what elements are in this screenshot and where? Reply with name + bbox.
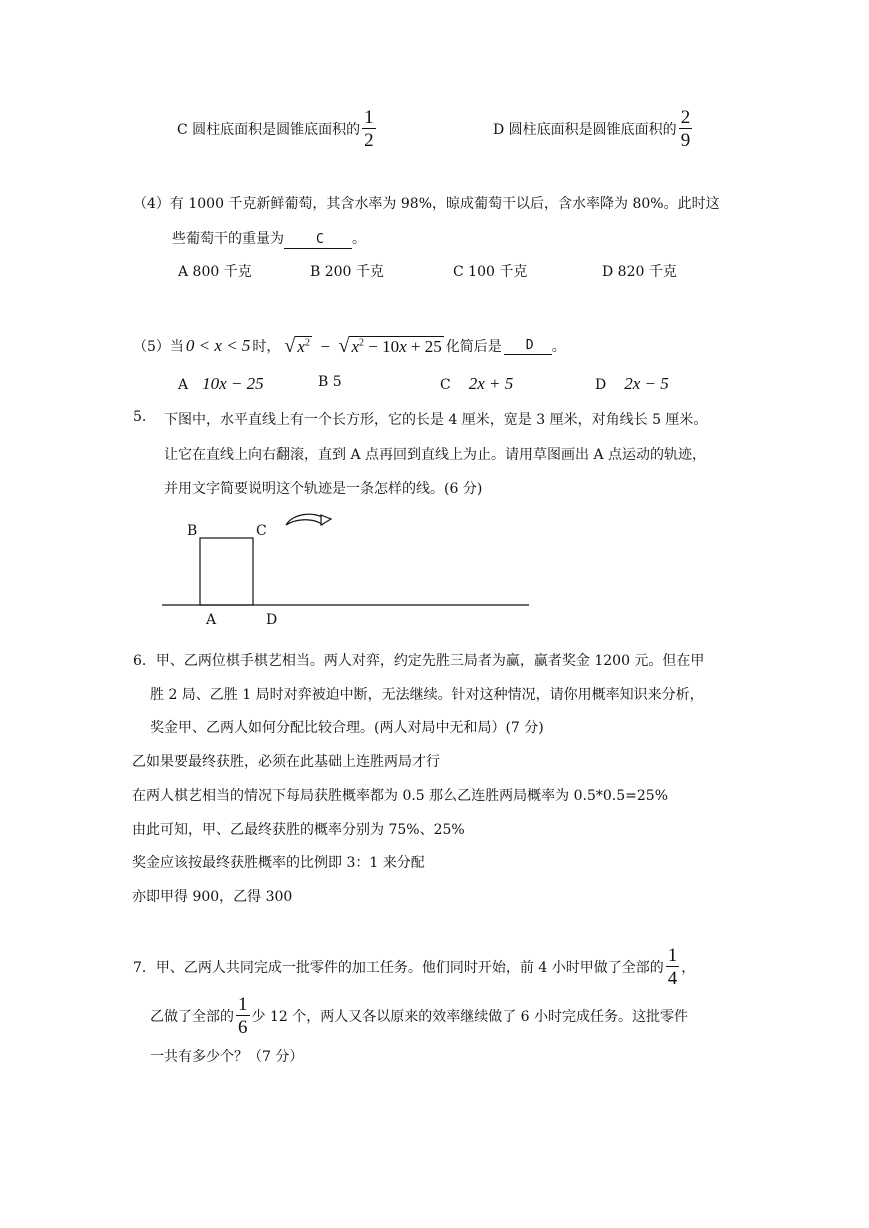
problem7-line2: 乙做了全部的 $\frac{1}{6}$ 少 12 个，两人又各以原来的效率继续做了 6 小时完成任务。这批零件: [150, 994, 689, 1038]
q5-radical-expression: √ $x^2$ − √ $x^2 - 10x + 25$: [284, 334, 442, 357]
label-c: C: [256, 523, 267, 539]
q4-option-c: C 100 千克: [453, 264, 528, 280]
q5-answer-blank: D: [504, 338, 552, 355]
problem7-fraction-1: $\frac{1}{4}$: [667, 945, 678, 989]
label-b: B: [187, 523, 198, 539]
q5-option-b: B 5: [318, 374, 342, 390]
problem6-line1: 6．甲、乙两位棋手棋艺相当。两人对弈，约定先胜三局者为赢，赢者奖金 1200 元。但在甲: [133, 653, 705, 669]
problem6-answer-5: 亦即甲得 900，乙得 300: [132, 889, 293, 905]
problem6-answer-1: 乙如果要最终获胜，必须在此基础上连胜两局才行: [132, 754, 440, 770]
q4-line1: （4）有 1000 千克新鲜葡萄，其含水率为 98%，晾成葡萄干以后，含水率降为 80%。此时这: [133, 196, 720, 212]
q4-line2: 些葡萄干的重量为 C 。: [172, 231, 366, 247]
q3-option-d-text: D 圆柱底面积是圆锥底面积的: [493, 122, 677, 138]
q5-option-d: D 2x − 5: [595, 374, 669, 393]
problem6-line2: 胜 2 局、乙胜 1 局时对弈被迫中断，无法继续。针对这种情况，请你用概率知识来分析，: [150, 687, 704, 703]
problem6-answer-2: 在两人棋艺相当的情况下每局获胜概率都为 0.5 那么乙连胜两局概率为 0.5*0.5=25%: [132, 788, 668, 804]
q3-option-d-fraction: $\frac{2}{9}$: [680, 107, 691, 151]
problem6-line3: 奖金甲、乙两人如何分配比较合理。(两人对局中无和局）(7 分): [150, 720, 544, 736]
problem5-line2: 让它在直线上向右翻滚，直到 A 点再回到直线上为止。请用草图画出 A 点运动的轨迹，: [164, 447, 707, 463]
problem5-line3: 并用文字简要说明这个轨迹是一条怎样的线。(6 分): [164, 481, 483, 497]
q5-option-c: C 2x + 5: [440, 374, 514, 393]
problem5-number: 5.: [133, 409, 147, 425]
q3-option-c-text: C 圆柱底面积是圆锥底面积的: [177, 122, 361, 138]
problem7-line1: 7．甲、乙两人共同完成一批零件的加工任务。他们同时开始，前 4 小时甲做了全部的 $\frac{1}{4}$ ，: [133, 945, 696, 989]
label-a: A: [206, 612, 217, 628]
q4-answer-blank: C: [284, 232, 352, 249]
q3-option-c: [177, 108, 378, 150]
problem6-answer-4: 奖金应该按最终获胜概率的比例即 3：1 来分配: [132, 855, 425, 871]
rectangle-abcd: [200, 538, 253, 605]
label-d: D: [266, 612, 278, 628]
problem7-line3: 一共有多少个？（7 分）: [150, 1049, 304, 1065]
problem5-line1: 下图中，水平直线上有一个长方形，它的长是 4 厘米，宽是 3 厘米，对角线长 5 厘米。: [164, 412, 708, 428]
q5-line: （5）当 0 < x < 5 时， √ $x^2$ − √ $x^2 - 10x + 25$ 化简后是 D 。: [133, 334, 566, 357]
q3-option-c-fraction: $\frac{1}{2}$: [364, 107, 374, 151]
problem7-fraction-2: $\frac{1}{6}$: [238, 994, 248, 1038]
q4-option-a: A 800 千克: [178, 264, 252, 280]
q4-option-b: B 200 千克: [310, 264, 384, 280]
q3-option-d: [493, 108, 694, 150]
problem6-answer-3: 由此可知，甲、乙最终获胜的概率分别为 75%、25%: [132, 822, 465, 838]
q5-option-a: A 10x − 25: [178, 374, 264, 393]
q5-condition: 0 < x < 5: [185, 336, 251, 355]
q4-option-d: D 820 千克: [602, 264, 677, 280]
